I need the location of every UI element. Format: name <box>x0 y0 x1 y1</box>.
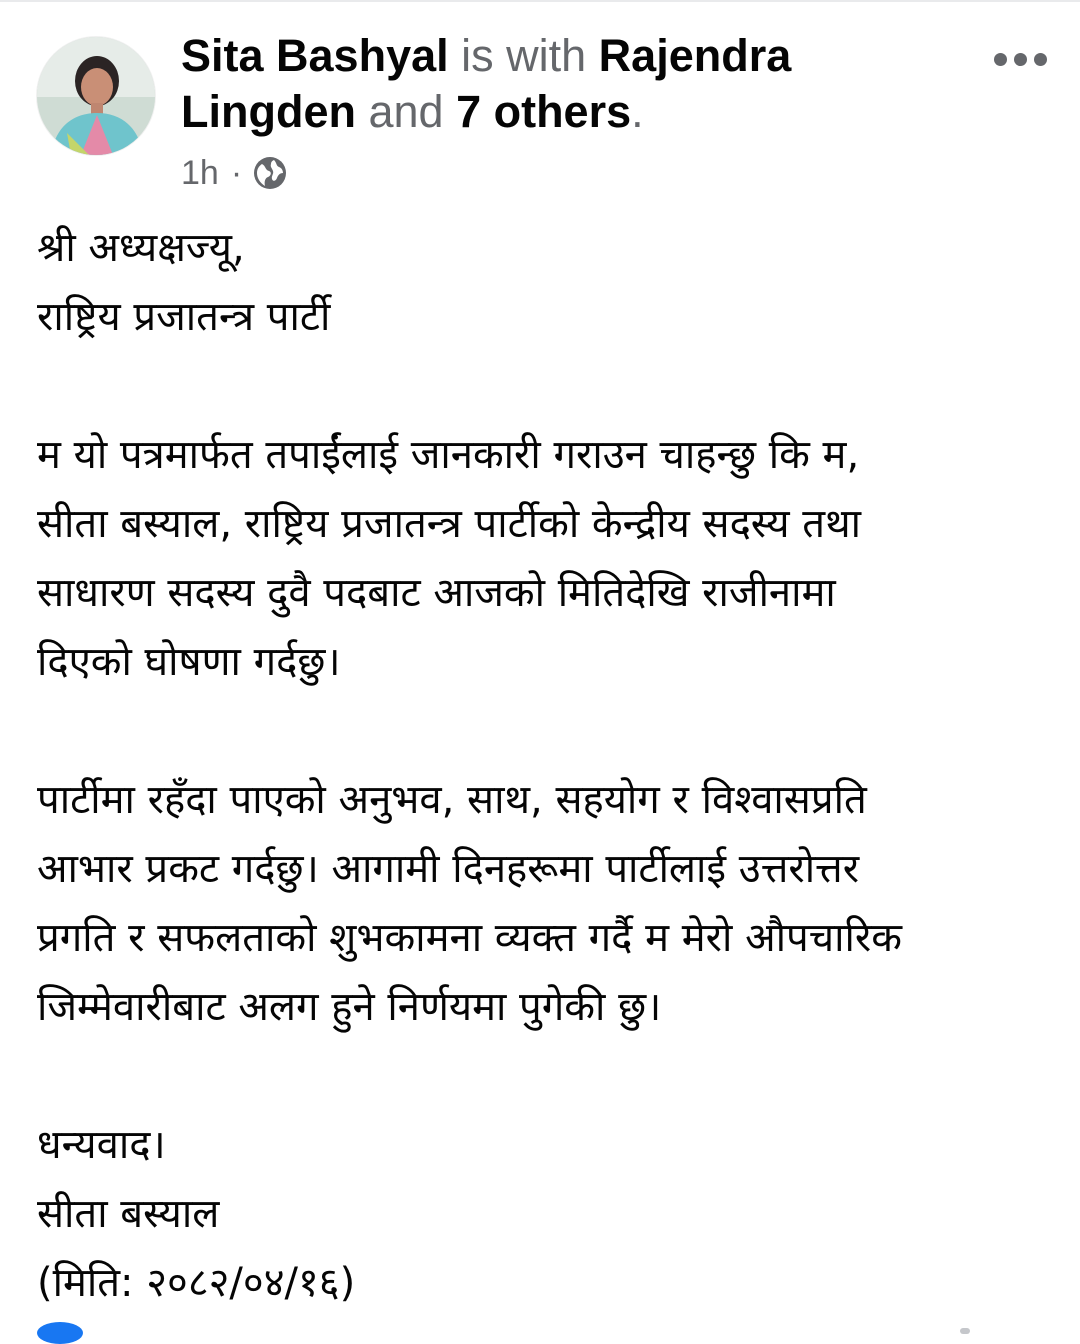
tagged-others-link[interactable]: 7 others <box>456 86 632 137</box>
paragraph-line: म यो पत्रमार्फत तपाईंलाई जानकारी गराउन चाहन्छु कि म, <box>37 432 860 478</box>
signature-date: (मिति: २०८२/०४/१६) <box>37 1260 356 1306</box>
paragraph-line: दिएको घोषणा गर्दछु। <box>37 639 341 685</box>
footer-divider <box>960 1328 970 1334</box>
post-body <box>37 214 1057 1318</box>
post-header <box>0 0 1080 210</box>
signature-name: सीता बस्याल <box>37 1191 220 1237</box>
more-dot <box>1014 53 1027 66</box>
paragraph-line: पार्टीमा रहँदा पाएको अनुभव, साथ, सहयोग र विश्वासप्रति <box>37 777 867 823</box>
sentence-period: . <box>631 86 644 137</box>
more-dot <box>1034 53 1047 66</box>
paragraph-line: सीता बस्याल, राष्ट्रिय प्रजातन्त्र पार्टीको केन्द्रीय सदस्य तथा <box>37 501 861 547</box>
paragraph-line: आभार प्रकट गर्दछु। आगामी दिनहरूमा पार्टीलाई उत्तरोत्तर <box>37 846 860 892</box>
globe-icon[interactable] <box>252 155 288 191</box>
post-meta <box>181 150 288 196</box>
paragraph-line: जिम्मेवारीबाट अलग हुने निर्णयमा पुगेकी छु। <box>37 984 662 1030</box>
salutation-line: राष्ट्रिय प्रजातन्त्र पार्टी <box>37 294 331 340</box>
author-line <box>181 28 901 140</box>
closing-line: धन्यवाद। <box>37 1122 166 1168</box>
more-dot <box>994 53 1007 66</box>
reaction-icon[interactable] <box>37 1322 83 1344</box>
author-avatar[interactable] <box>37 37 155 155</box>
more-options-icon[interactable] <box>978 38 1062 80</box>
and-connector: and <box>355 86 457 137</box>
paragraph-line: साधारण सदस्य दुवै पदबाट आजको मितिदेखि राजीनामा <box>37 570 836 616</box>
author-name[interactable]: Sita Bashyal <box>181 30 449 81</box>
paragraph-gap <box>37 352 1057 421</box>
paragraph-gap <box>37 1042 1057 1111</box>
post-timestamp[interactable]: 1h <box>181 153 219 192</box>
tagged-person-name[interactable]: Rajendra Lingden <box>181 30 792 137</box>
salutation-line: श्री अध्यक्षज्यू, <box>37 225 245 271</box>
meta-separator: · <box>230 153 243 192</box>
with-connector: is with <box>448 30 599 81</box>
avatar-photo <box>37 37 155 155</box>
paragraph-line: प्रगति र सफलताको शुभकामना व्यक्त गर्दै म मेरो औपचारिक <box>37 915 902 961</box>
paragraph-gap <box>37 697 1057 766</box>
